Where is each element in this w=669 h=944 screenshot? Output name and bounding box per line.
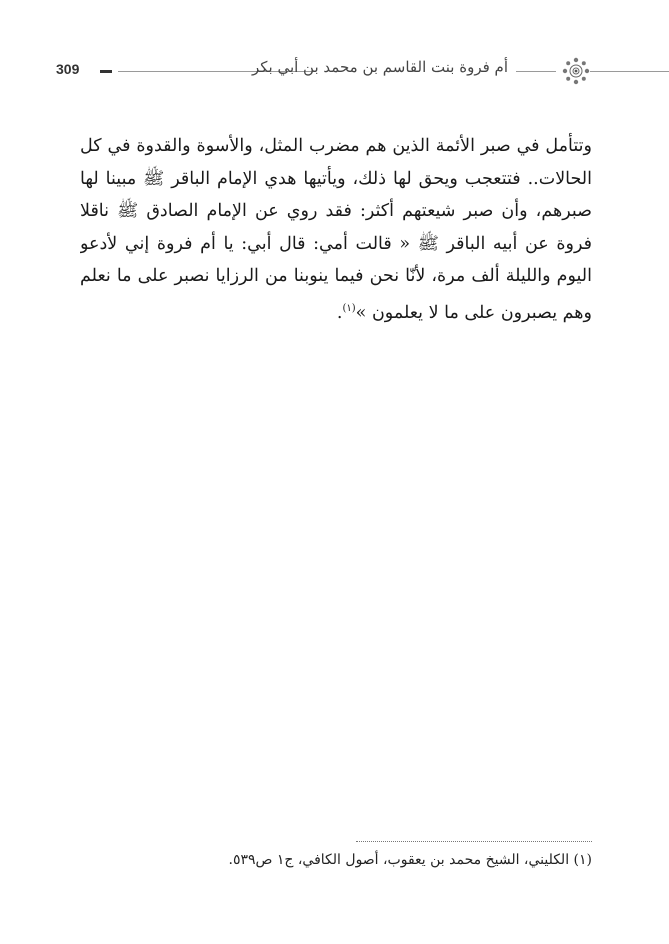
- footnote-reference[interactable]: (١): [342, 302, 356, 314]
- page-number: 309: [56, 61, 80, 77]
- body-line: الحالات.. فتتعجب ويحق لها ذلك، ويأتيها هدي الإمام الباقر ﷺ مبينا لها: [80, 168, 592, 189]
- header-rule-edge: [590, 71, 669, 72]
- footnote-divider: [356, 841, 592, 842]
- body-line: صبرهم، وأن صبر شيعتهم أكثر: فقد روي عن الإمام الصادق ﷺ ناقلا: [80, 201, 592, 221]
- body-line: اليوم والليلة ألف مرة، لأنّا نحن فيما ينوبنا من الرزايا نصبر على ما نعلم: [80, 266, 592, 286]
- header-rule-right: [516, 71, 556, 72]
- final-period: .: [336, 302, 343, 323]
- body-line: فروة عن أبيه الباقر ﷺ « قالت أمي: قال أبي: يا أم فروة إني لأدعو: [80, 233, 592, 254]
- running-title: أم فروة بنت القاسم بن محمد بن أبي بكر: [251, 58, 508, 76]
- body-line: وهم يصبرون على ما لا يعلمون »: [355, 302, 592, 323]
- page-number-dash: [100, 70, 112, 73]
- ornament-icon: [561, 56, 591, 86]
- body-line: وتتأمل في صبر الأئمة الذين هم مضرب المثل، والأسوة والقدوة في كل: [80, 136, 592, 156]
- body-line-last: [80, 293, 592, 329]
- body-paragraph: [80, 130, 592, 329]
- page-header: [0, 54, 669, 90]
- footnote: (١) الكليني، الشيخ محمد بن يعقوب، أصول الكافي، ج١ ص٥٣٩.: [228, 852, 592, 868]
